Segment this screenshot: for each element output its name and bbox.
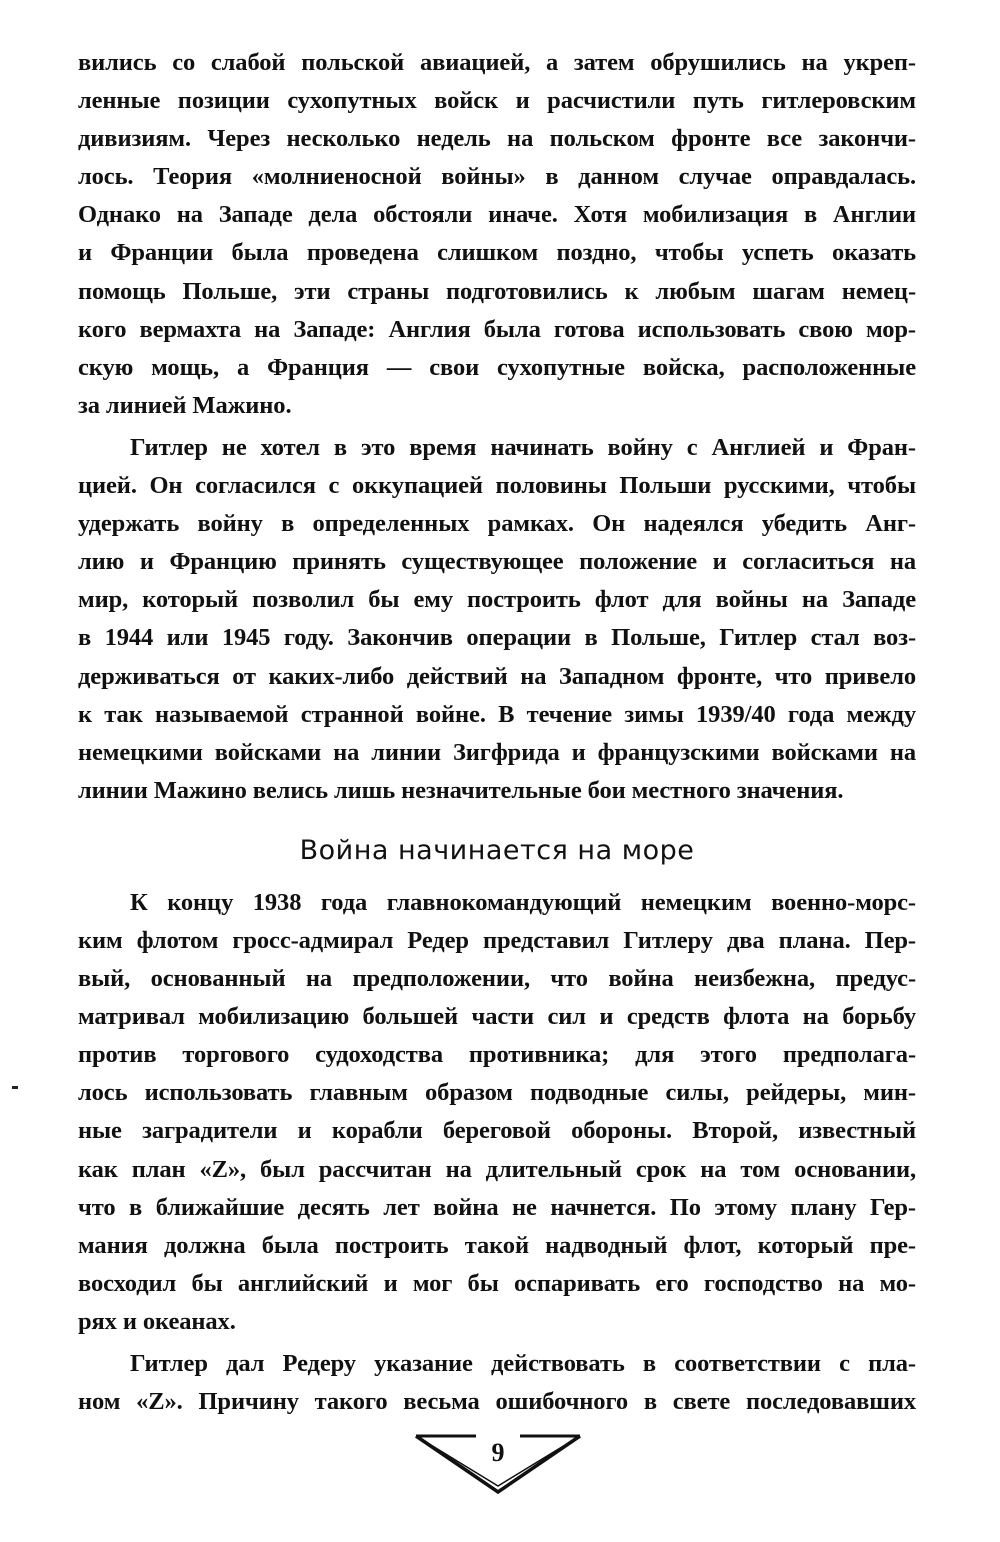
margin-mark	[12, 1086, 18, 1089]
text-line: вый, основанный на предположении, что война неизбежна, предус-	[78, 965, 916, 993]
text-line: ном «Z». Причину такого весьма ошибочного в свете последовавших	[78, 1388, 916, 1416]
text-line: в 1944 или 1945 году. Закончив операции в Польше, Гитлер стал воз-	[78, 624, 916, 652]
paragraph	[78, 429, 916, 810]
text-line: Однако на Западе дела обстояли иначе. Хотя мобилизация в Англии	[78, 201, 916, 229]
text-line: немецкими войсками на линии Зигфрида и французскими войсками на	[78, 738, 916, 766]
text-line: Гитлер не хотел в это время начинать войну с Англией и Фран-	[130, 433, 916, 461]
text-line: кого вермахта на Западе: Англия была готова использовать свою мор-	[78, 315, 916, 343]
text-line: удержать войну в определенных рамках. Он надеялся убедить Анг-	[78, 510, 916, 538]
paragraph	[78, 44, 916, 425]
text-line: вились со слабой польской авиацией, а затем обрушились на укреп-	[78, 49, 916, 76]
text-line: мания должна была построить такой надводный флот, который пре-	[78, 1231, 916, 1259]
text-line: цией. Он согласился с оккупацией половины Польши русскими, чтобы	[78, 472, 916, 500]
text-line: держиваться от каких-либо действий на Западном фронте, что привело	[78, 662, 916, 690]
text-line: что в ближайшие десять лет война не начнется. По этому плану Гер-	[78, 1193, 916, 1221]
text-line: ким флотом гросс-адмирал Редер представил Гитлеру два плана. Пер-	[78, 926, 916, 954]
text-line: помощь Польше, эти страны подготовились к любым шагам немец-	[78, 277, 916, 305]
page-number: 9	[491, 1438, 505, 1467]
page-text	[78, 44, 916, 1425]
text-line: за линией Мажино.	[78, 391, 292, 419]
text-block-before-heading	[78, 44, 916, 810]
text-line: К концу 1938 года главнокомандующий немецким военно-морс-	[130, 888, 916, 916]
text-line: линии Мажино велись лишь незначительные бои местного значения.	[78, 776, 844, 804]
text-line: и Франции была проведена слишком поздно, чтобы успеть оказать	[78, 239, 916, 267]
text-line: лось. Теория «молниеносной войны» в данном случае оправдалась.	[78, 163, 916, 191]
text-line: ленные позиции сухопутных войск и расчистили путь гитлеровским	[78, 87, 916, 115]
text-line: как план «Z», был рассчитан на длительный срок на том основании,	[78, 1155, 916, 1183]
text-block-after-heading	[78, 884, 916, 1421]
text-line: мир, который позволил бы ему построить флот для войны на Западе	[78, 586, 916, 614]
text-line: матривал мобилизацию большей части сил и средств флота на борьбу	[78, 1003, 916, 1031]
text-line: Гитлер дал Редеру указание действовать в соответствии с пла-	[130, 1350, 916, 1377]
text-line: дивизиям. Через несколько недель на польском фронте все закончи-	[78, 125, 916, 153]
text-line: лось использовать главным образом подводные силы, рейдеры, мин-	[78, 1079, 916, 1107]
text-line: восходил бы английский и мог бы оспаривать его господство на мо-	[78, 1269, 916, 1297]
page-number-ornament	[414, 1434, 582, 1496]
text-line: скую мощь, а Франция — свои сухопутные войска, расположенные	[78, 353, 916, 381]
text-line: рях и океанах.	[78, 1307, 236, 1335]
text-line: к так называемой странной войне. В течение зимы 1939/40 года между	[78, 700, 916, 728]
text-line: лию и Францию принять существующее положение и согласиться на	[78, 548, 916, 576]
paragraph	[78, 1345, 916, 1421]
paragraph	[78, 884, 916, 1341]
text-line: против торгового судоходства противника; для этого предполага-	[78, 1041, 916, 1069]
text-line: ные заградители и корабли береговой обороны. Второй, известный	[78, 1117, 916, 1145]
section-heading: Война начинается на море	[299, 834, 695, 866]
